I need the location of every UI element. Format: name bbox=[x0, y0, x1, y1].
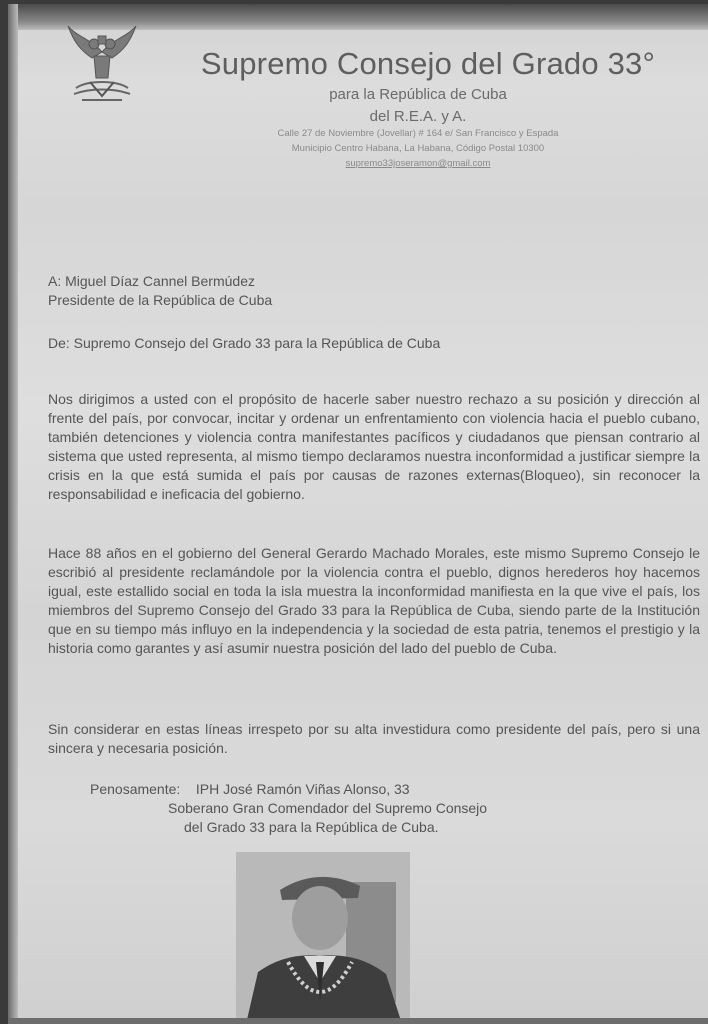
double-headed-eagle-emblem bbox=[62, 22, 142, 112]
paragraph-text: Sin considerar en estas líneas irrespeto por su alta investidura como presidente del país, pero si una sincera y necesaria posición. bbox=[48, 721, 700, 756]
from-line bbox=[48, 334, 700, 353]
scan-left-edge bbox=[8, 4, 18, 1024]
signature-line-1: Penosamente: IPH José Ramón Viñas Alonso, 33 bbox=[90, 781, 410, 797]
paragraph-text: Nos dirigimos a usted con el propósito de hacerle saber nuestro rechazo a su posición y dirección al frente del país, por convocar, incitar y ordenar un enfrentamiento con violencia hacia el pueblo cubano, también detenciones y violencia contra manifestantes pacíficos y ciudadanos que piensan contrario al sistema que usted representa, al mismo tiempo declaramos nuestra inconformidad a justificar siempre la crisis en la que está sumida el país por causas de razones externas(Bloqueo), sin reconocer la responsabilidad e ineficacia del gobierno. bbox=[48, 391, 700, 502]
from-text: De: Supremo Consejo del Grado 33 para la República de Cuba bbox=[48, 335, 441, 351]
signature-line-3: del Grado 33 para la República de Cuba. bbox=[184, 819, 439, 835]
scan-bottom-edge bbox=[8, 1018, 708, 1024]
paragraph-1 bbox=[48, 390, 700, 504]
signature-block bbox=[48, 780, 648, 837]
letterhead-subtitle-2: del R.E.A. y A. bbox=[369, 108, 467, 125]
letterhead-address-1: Calle 27 de Noviembre (Jovellar) # 164 e/ San Francisco y Espada bbox=[277, 128, 559, 139]
addressee-block bbox=[48, 272, 700, 310]
letterhead-subtitle-1: para la República de Cuba bbox=[329, 86, 507, 103]
paragraph-3 bbox=[48, 720, 700, 758]
letterhead-title: Supremo Consejo del Grado 33° bbox=[200, 46, 656, 81]
paragraph-text: Hace 88 años en el gobierno del General Gerardo Machado Morales, este mismo Supremo Consejo le escribió al presidente reclamándole por la violencia contra el pueblo, dignos herederos hoy hacemos igual, este estallido social en toda la isla muestra la inconformidad manifiesta en la que vive el país, los miembros del Supremo Consejo del Grado 33 para la República de Cuba, siendo parte de la Institución que en su tiempo más influyo en la independencia y la sociedad de esta patria, tenemos el prestigio y la historia como garantes y así asumir nuestra posición del lado del pueblo de Cuba. bbox=[48, 545, 700, 656]
letter-page bbox=[8, 4, 708, 1024]
signature-line-2: Soberano Gran Comendador del Supremo Consejo bbox=[168, 800, 488, 816]
addressee-title: Presidente de la República de Cuba bbox=[48, 292, 273, 308]
signatory-portrait-photo bbox=[236, 852, 410, 1024]
addressee-name: A: Miguel Díaz Cannel Bermúdez bbox=[48, 273, 255, 289]
letterhead-email[interactable]: supremo33joseramon@gmail.com bbox=[345, 158, 491, 169]
letterhead-address-2: Municipio Centro Habana, La Habana, Código Postal 10300 bbox=[291, 143, 545, 154]
paragraph-2 bbox=[48, 544, 700, 658]
letterhead bbox=[158, 46, 678, 171]
